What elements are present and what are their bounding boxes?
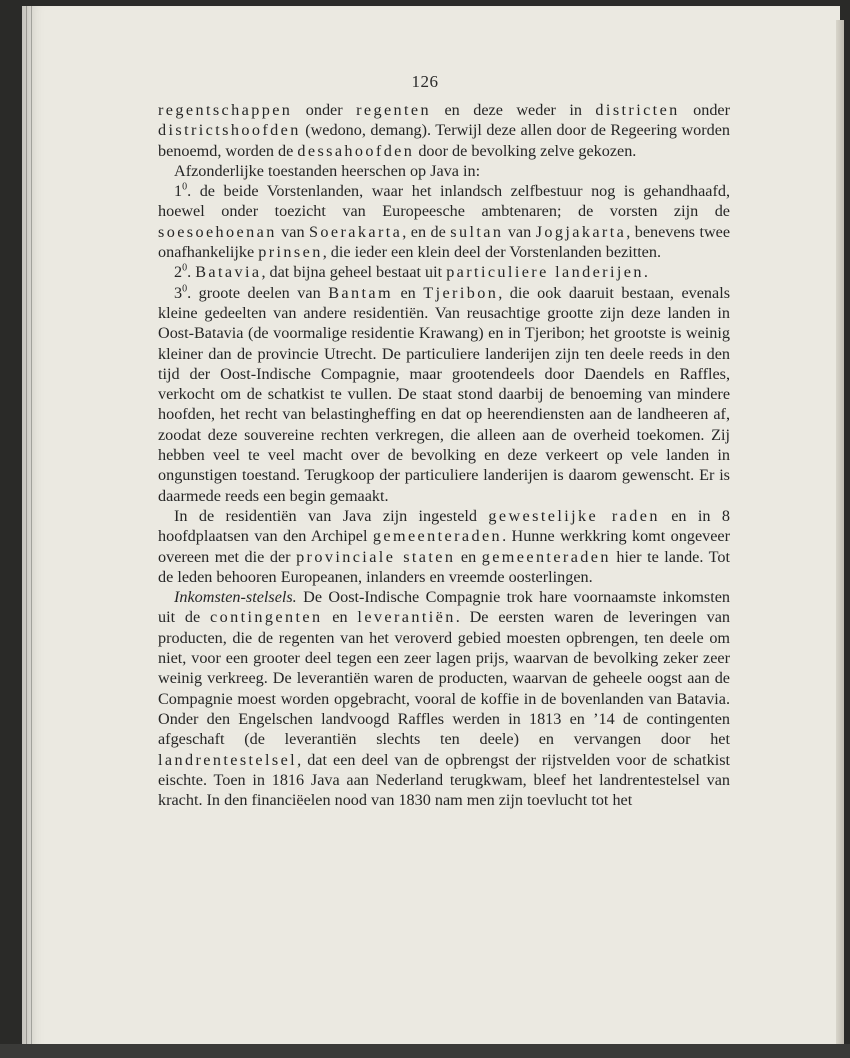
text-run: 3 — [174, 283, 183, 302]
text-run: van — [503, 222, 536, 241]
text-run: . — [643, 263, 648, 282]
spaced-term: particuliere landerijen — [446, 263, 644, 282]
gutter-line — [31, 6, 32, 1050]
text-run: en — [322, 608, 358, 627]
text-run: (wedono, demang). Terwijl deze allen door de Regeering worden benoemd, worden de — [158, 121, 730, 160]
italic-heading: Inkomsten-stelsels. — [174, 588, 297, 607]
paragraph — [158, 262, 730, 282]
body-text — [158, 100, 730, 810]
text-run: en in 8 hoofdplaatsen van den Archipel — [158, 506, 730, 546]
text-run: , die ieder een klein deel der Vorstenlanden bezitten. — [322, 243, 662, 262]
gutter-line — [26, 6, 27, 1050]
spaced-term: regentschappen — [158, 101, 293, 119]
paragraph — [158, 283, 730, 506]
spaced-term: regenten — [356, 101, 432, 119]
text-run: . groote deelen van — [187, 283, 329, 302]
spaced-term: Batavia — [195, 263, 262, 282]
spaced-term: districten — [595, 101, 680, 119]
spaced-term: Tjeribon — [423, 283, 499, 302]
spaced-term: landrentestelsel — [158, 750, 298, 769]
paragraph — [158, 181, 730, 262]
text-run: van — [276, 222, 310, 241]
text-run: . de beide Vorstenlanden, waar het inlandsch zelfbestuur nog is gehandhaafd, hoewel onder toezicht van Europeesche ambtenaren; de vorsten zijn de — [158, 182, 730, 221]
spaced-term: contingenten — [210, 608, 323, 627]
spaced-term: Jogjakarta — [535, 222, 627, 241]
text-run: . De eersten waren de leveringen van producten, die de regenten van het veroverd gebied moesten opbrengen, ten deele om niet, voor een grooter deel tegen een zeer lagen prijs, waarvan de bevolking zeker zeer weinig verkreeg. De leverantiën waren de producten, waarvan de geheele oogst aan de Compagnie moest worden opgebracht, vooral de koffie in de bovenlanden van Batavia. Onder den Engelschen landvoogd Raffles werden in 1813 en ’14 de contingenten afgeschaft (de leverantiën slechts ten deele) en vervangen door het — [158, 608, 730, 749]
spaced-term: gewestelijke raden — [488, 506, 660, 525]
spaced-term: districtshoofden — [158, 121, 301, 140]
page-number: 126 — [411, 72, 439, 91]
scan-bottom-edge — [0, 1044, 850, 1058]
spaced-term: Bantam — [328, 283, 393, 302]
spaced-term: gemeenteraden — [481, 547, 611, 566]
paragraph — [158, 161, 730, 181]
spaced-term: provinciale staten — [296, 547, 456, 566]
spaced-term: sultan — [450, 222, 504, 241]
text-run: onder — [292, 101, 357, 119]
paragraph — [158, 587, 730, 810]
ordinal-marker: 0 — [182, 283, 188, 295]
spaced-term: leverantiën — [357, 608, 456, 627]
text-run: door de bevolking zelve gekozen. — [414, 141, 637, 160]
spaced-term: soesoehoenan — [158, 222, 277, 241]
text-run: en — [455, 547, 482, 566]
spaced-term: dessahoofden — [297, 141, 415, 160]
text-run: 1 — [174, 182, 183, 201]
text-run: en — [392, 283, 424, 302]
text-run: In de residentiën van Java zijn ingesteld — [174, 506, 489, 525]
text-run: , dat bijna geheel bestaat uit — [261, 263, 447, 282]
text-run: hier te lande. Tot de leden behooren Europeanen, inlanders en vreemde oosterlingen. — [158, 547, 730, 586]
paragraph — [158, 506, 730, 587]
ordinal-marker: 0 — [182, 262, 188, 274]
text-run: en deze weder in — [431, 101, 596, 119]
text-run: , benevens twee onafhankelijke — [158, 222, 730, 262]
spaced-term: prinsen — [258, 243, 323, 262]
text-run: , die ook daaruit bestaan, evenals kleine gedeelten van andere residentiën. Van reusachtige grootte zijn deze landen in Oost-Batavia (de voormalige residentie Krawang) en in Tjeribon; het grootste is weinig kleiner dan de provincie Utrecht. De particuliere landerijen zijn ten deele reeds in den tijd der Oost-Indische Compagnie, maar grootendeels door Daendels en Raffles, verkocht om de schatkist te vullen. De staat stond daarbij de benoeming van mindere hoofden, het recht van belastingheffing en dat op heerendiensten aan de landheeren af, zoodat deze souvereine rechten verkregen, die alleen aan de overheid toekomen. Zij hebben veel te veel macht over de bevolking en deze verkeert op vele landen in ongunstigen toestand. Terugkoop der particuliere landerijen is daarom gewenscht. Er is daarmede reeds een begin gemaakt. — [158, 283, 731, 505]
ordinal-marker: 0 — [182, 181, 188, 193]
text-run: . — [187, 263, 196, 282]
page-edge — [836, 20, 844, 1050]
text-run: onder — [679, 101, 730, 119]
text-run: , dat een deel van de opbrengst der rijstvelden voor de schatkist eischte. Toen in 1816 Java aan Nederland terugkwam, bleef het landrentestelsel van kracht. In den financiëelen nood van 1830 nam men zijn toevlucht tot het — [158, 750, 730, 810]
text-run: De Oost-Indische Compagnie trok hare voornaamste inkomsten uit de — [158, 588, 730, 627]
text-run: Afzonderlijke toestanden heerschen op Java in: — [174, 161, 481, 180]
text-run: . Hunne werkkring komt ongeveer overeen met die der — [158, 527, 730, 566]
text-run: , en de — [402, 222, 451, 241]
text-run: 2 — [174, 263, 183, 282]
paragraph — [158, 100, 730, 161]
spaced-term: Soerakarta — [309, 222, 403, 241]
spaced-term: gemeenteraden — [372, 527, 503, 546]
